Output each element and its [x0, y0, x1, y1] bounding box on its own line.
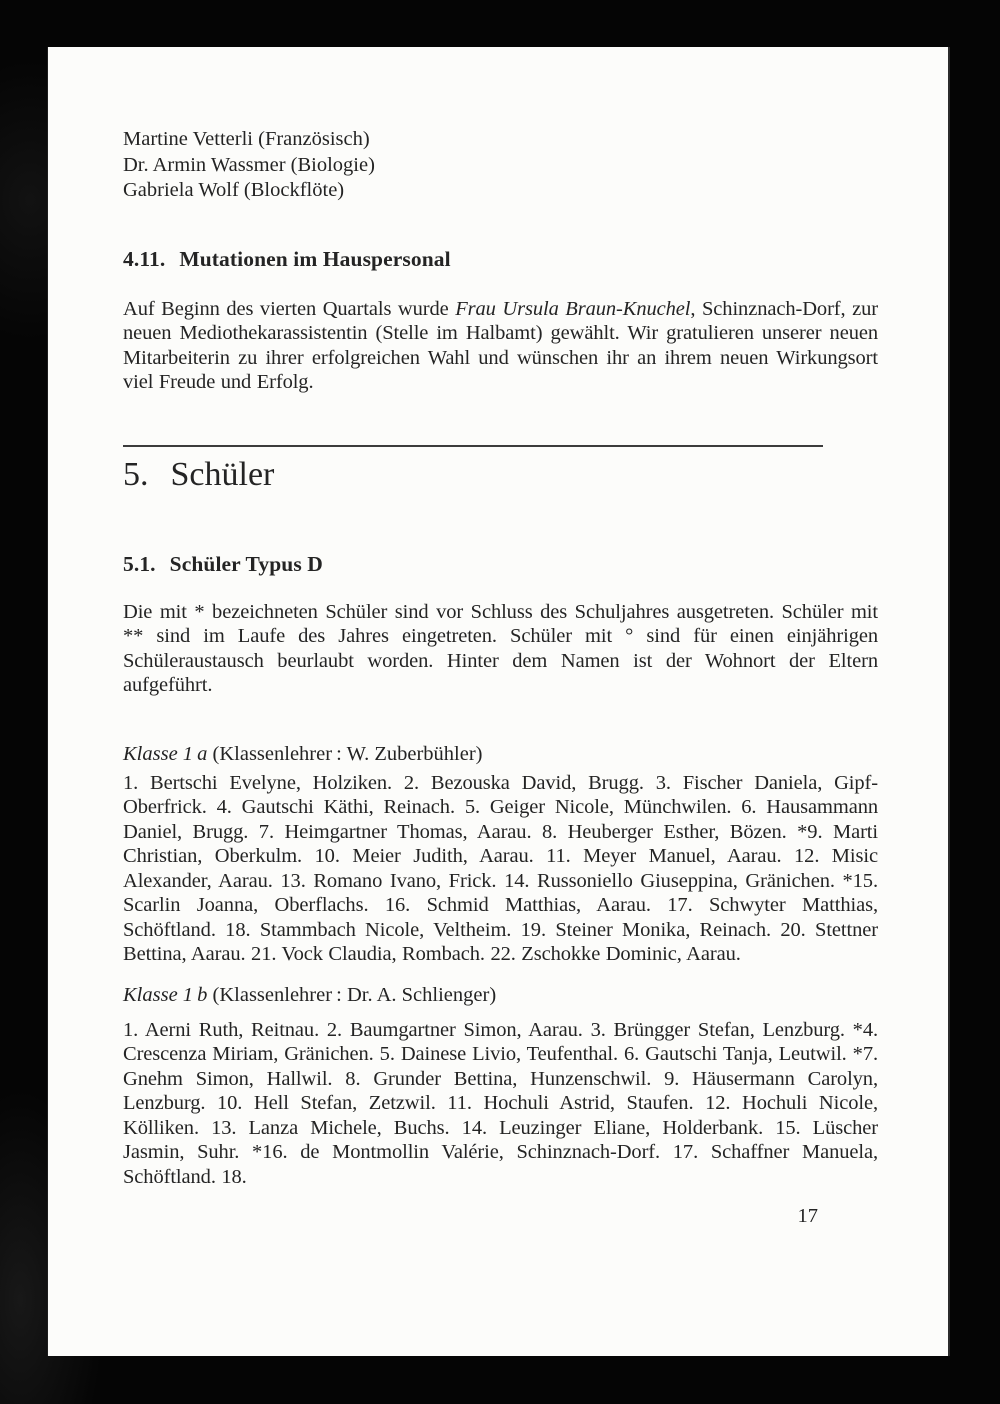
heading-number: 4.11. [123, 246, 166, 271]
mutationen-paragraph [123, 297, 878, 395]
class-header [123, 742, 878, 767]
section-heading-5-1 [123, 552, 878, 577]
legend-paragraph: Die mit * bezeichneten Schüler sind vor Schluss des Schuljahres ausgetreten. Schüler mit ** sind im Laufe des Jahres eingetreten. Schüler mit ° sind für einen einjährigen Schüleraustausch beurlaubt worden. Hinter dem Namen ist der Wohnort der Eltern aufgeführt. [123, 600, 878, 696]
class-name: Klasse 1 a [123, 742, 208, 765]
page-content [48, 47, 948, 1229]
class-header [123, 983, 878, 1008]
chapter-heading [123, 455, 878, 495]
paragraph-italic-name: Frau Ursula Braun-Knuchel [455, 297, 691, 320]
teacher-name-line: Gabriela Wolf (Blockflöte) [123, 179, 345, 201]
heading-number: 5.1. [123, 551, 156, 576]
student-list: 1. Bertschi Evelyne, Holziken. 2. Bezouska David, Brugg. 3. Fischer Daniela, Gipf-Oberfrick. 4. Gautschi Käthi, Reinach. 5. Geiger Nicole, Münchwilen. 6. Hausammann Daniel, Brugg. 7. Heimgartner Thomas, Aarau. 8. Heuberger Esther, Bözen. *9. Marti Christian, Oberkulm. 10. Meier Judith, Aarau. 11. Meyer Manuel, Aarau. 12. Misic Alexander, Aarau. 13. Romano Ivano, Frick. 14. Russoniello Giuseppina, Gränichen. *15. Scarlin Joanna, Oberflachs. 16. Schmid Matthias, Aarau. 17. Schwyter Matthias, Schöftland. 18. Stammbach Nicole, Veltheim. 19. Steiner Monika, Reinach. 20. Stettner Bettina, Aarau. 21. Vock Claudia, Rombach. 22. Zschokke Dominic, Aarau. [123, 771, 878, 965]
section-heading-4-11 [123, 247, 878, 272]
separator-rule [123, 445, 823, 447]
document-page [48, 47, 948, 1356]
page-number: 17 [797, 1205, 818, 1227]
teacher-names-block [123, 127, 878, 204]
class-teacher: (Klassenlehrer : W. Zuberbühler) [212, 742, 483, 765]
heading-title: Mutationen im Hauspersonal [179, 246, 451, 271]
teacher-name-line: Dr. Armin Wassmer (Biologie) [123, 153, 375, 176]
paragraph-text: Auf Beginn des vierten Quartals wurde [123, 297, 456, 320]
class-name: Klasse 1 b [123, 983, 208, 1006]
chapter-number: 5. [123, 455, 149, 493]
class-section-1b [123, 983, 878, 1190]
student-list: 1. Aerni Ruth, Reitnau. 2. Baumgartner Simon, Aarau. 3. Brüngger Stefan, Lenzburg. *4. Crescenza Miriam, Gränichen. 5. Dainese Livio, Teufenthal. 6. Gautschi Tanja, Leutwil. *7. Gnehm Simon, Hallwil. 8. Grunder Bettina, Hunzenschwil. 9. Häusermann Carolyn, Lenzburg. 10. Hell Stefan, Zetzwil. 11. Hochuli Astrid, Staufen. 12. Hochuli Nicole, Kölliken. 13. Lanza Michele, Buchs. 14. Leuzinger Eliane, Holderbank. 15. Lüscher Jasmin, Suhr. *16. de Montmollin Valérie, Schinznach-Dorf. 17. Schaffner Manuela, Schöftland. 18. [123, 1018, 878, 1188]
heading-title: Schüler Typus D [169, 551, 323, 576]
paragraph-text: , Schinznach-Dorf, zur neuen Mediothekarassistentin (Stelle im Halbamt) gewählt. Wir gratulieren unserer neuen Mitarbeiterin zu ihrer erfolgreichen Wahl und wünschen ihr an ihrem neuen Wirkungsort viel Freude und Erfolg. [123, 297, 878, 393]
class-section-1a [123, 742, 878, 967]
class-teacher: (Klassenlehrer : Dr. A. Schlienger) [212, 983, 497, 1006]
chapter-title: Schüler [170, 455, 275, 493]
teacher-name-line: Martine Vetterli (Französisch) [123, 128, 370, 150]
